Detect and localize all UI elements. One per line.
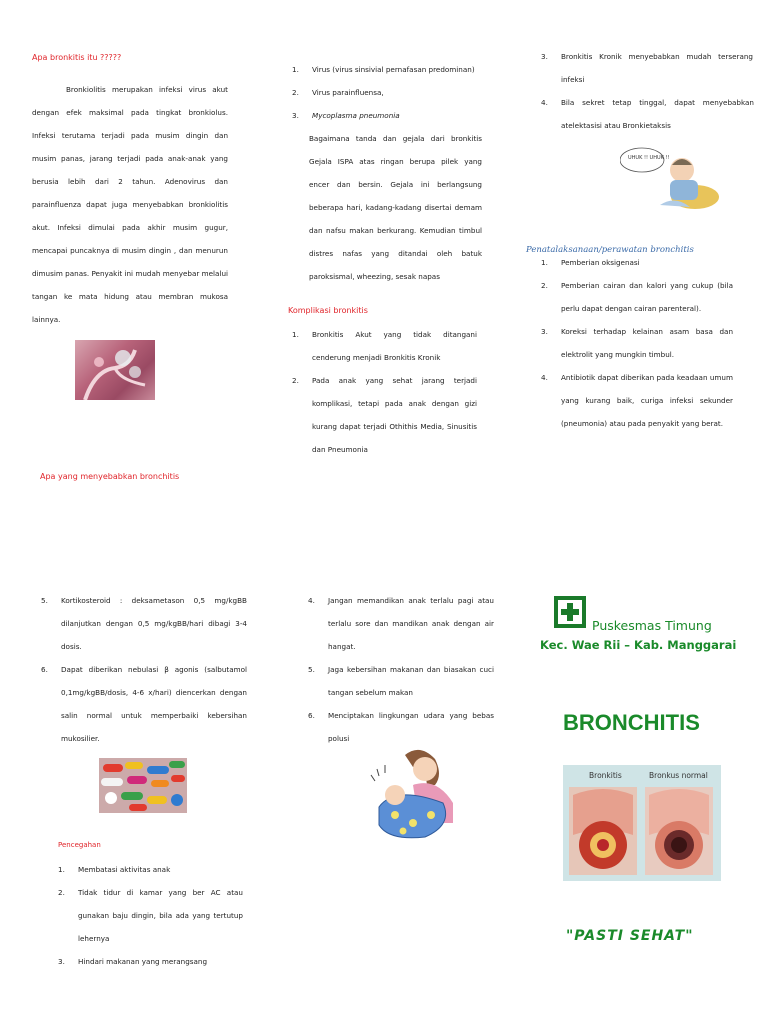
cause-item: Mycoplasma pneumonia — [312, 111, 400, 120]
list-number: 4. — [541, 98, 548, 107]
org-location: Kec. Wae Rii – Kab. Manggarai — [540, 638, 737, 652]
intro-paragraph: Bronkiolitis merupakan infeksi virus akut dengan efek maksimal pada tingkat bronkiolus. Infeksi terutama terjadi pada musim dingin dan musim panas, jarang terjadi pada anak-anak yang berusia lebih dari 2 tahun. Adenovirus dan parainfluenza dapat juga menyebabkan bronkiolitis akut. Infeksi dimulai pada akhir musim gugur, mencapai puncaknya di musim dingin , dan menurun dimusim panas. Penyakit ini mudah menyebar melalui tangan ke mata hidung atau membran mukosa lainnya. — [32, 85, 228, 324]
section-heading-treatment: Penatalaksanaan/perawatan bronchitis — [526, 245, 694, 255]
section-heading-cause: Apa yang menyebabkan bronchitis — [40, 472, 180, 481]
bubble-text: UHUK !! UHUK !! — [628, 155, 670, 161]
section-heading-what: Apa bronkitis itu ????? — [32, 53, 122, 62]
list-number: 4. — [541, 373, 548, 382]
list-number: 3. — [541, 52, 548, 61]
brochure-title: BRONCHITIS — [563, 710, 700, 735]
prevention-item: Jaga kebersihan makanan dan biasakan cuci tangan sebelum makan — [328, 665, 494, 697]
list-number: 1. — [541, 258, 548, 267]
complication-item: Bronkitis Akut yang tidak ditangani cenderung menjadi Bronkitis Kronik — [312, 330, 477, 362]
treatment-item: Pemberian cairan dan kalori yang cukup (bila perlu dapat dengan cairan parenteral). — [561, 281, 733, 313]
img-label-bronkitis: Bronkitis — [589, 771, 622, 780]
list-number: 5. — [41, 596, 48, 605]
pills-image — [99, 758, 187, 813]
list-number: 3. — [541, 327, 548, 336]
list-number: 2. — [292, 88, 299, 97]
list-number: 6. — [41, 665, 48, 674]
img-label-normal: Bronkus normal — [649, 771, 708, 780]
cause-item: Virus (virus sinsivial pernafasan predominan) — [312, 65, 475, 74]
prevention-item: Menciptakan lingkungan udara yang bebas polusi — [328, 711, 494, 743]
complication-item: Bila sekret tetap tinggal, dapat menyebabkan atelektasisi atau Bronkietaksis — [561, 98, 754, 130]
health-logo-icon — [554, 596, 586, 628]
treatment-item: Antibiotik dapat diberikan pada keadaan umum yang kurang baik, curiga infeksi sekunder (pneumonia) atau pada penyakit yang berat. — [561, 373, 733, 428]
list-number: 3. — [292, 111, 299, 120]
slogan: "PASTI SEHAT" — [566, 928, 694, 944]
list-number: 1. — [58, 865, 65, 874]
complication-item: Bronkitis Kronik menyebabkan mudah terserang infeksi — [561, 52, 753, 84]
list-number: 6. — [308, 711, 315, 720]
complication-item: Pada anak yang sehat jarang terjadi komplikasi, tetapi pada anak dengan gizi kurang dapat terjadi Othithis Media, Sinusitis dan Pneumonia — [312, 376, 477, 454]
list-number: 1. — [292, 65, 299, 74]
section-heading-prevention: Pencegahan — [58, 841, 101, 849]
cause-item: Virus parainfluensa, — [312, 88, 384, 97]
treatment-item: Kortikosteroid : deksametason 0,5 mg/kgBB dilanjutkan dengan 0,5 mg/kgBB/hari dibagi 3-4 dosis. — [61, 596, 247, 651]
bronchus-comparison-image — [563, 765, 721, 881]
prevention-item: Jangan memandikan anak terlalu pagi atau terlalu sore dan mandikan anak dengan air hangat. — [328, 596, 494, 651]
prevention-item: Tidak tidur di kamar yang ber AC atau gunakan baju dingin, bila ada yang tertutup lehernya — [78, 888, 243, 943]
list-number: 3. — [58, 957, 65, 966]
section-heading-complication: Komplikasi bronkitis — [288, 306, 368, 315]
list-number: 2. — [58, 888, 65, 897]
prevention-item: Hindari makanan yang merangsang — [78, 957, 208, 966]
symptoms-paragraph: Bagaimana tanda dan gejala dari bronkitis Gejala ISPA atas ringan berupa pilek yang encer dan bersin. Gejala ini berlangsung beberapa hari, kadang-kadang disertai demam dan nafsu makan berkurang. Kemudian timbul distres nafas yang ditandai oleh batuk paroksismal, wheezing, sesak napas — [309, 134, 482, 281]
prevention-item: Membatasi aktivitas anak — [78, 865, 171, 874]
coughing-child-illustration — [620, 145, 720, 215]
bronchi-illustration — [75, 340, 155, 400]
list-number: 1. — [292, 330, 299, 339]
list-number: 2. — [541, 281, 548, 290]
treatment-item: Pemberian oksigenasi — [561, 258, 640, 267]
treatment-item: Dapat diberikan nebulasi β agonis (salbutamol 0,1mg/kgBB/dosis, 4-6 x/hari) diencerkan dengan salin normal untuk memperbaiki kebersihan mukosilier. — [61, 665, 247, 743]
mother-child-illustration — [365, 745, 460, 840]
org-name: Puskesmas Timung — [592, 618, 712, 633]
treatment-item: Koreksi terhadap kelainan asam basa dan elektrolit yang mungkin timbul. — [561, 327, 733, 359]
list-number: 4. — [308, 596, 315, 605]
list-number: 5. — [308, 665, 315, 674]
list-number: 2. — [292, 376, 299, 385]
